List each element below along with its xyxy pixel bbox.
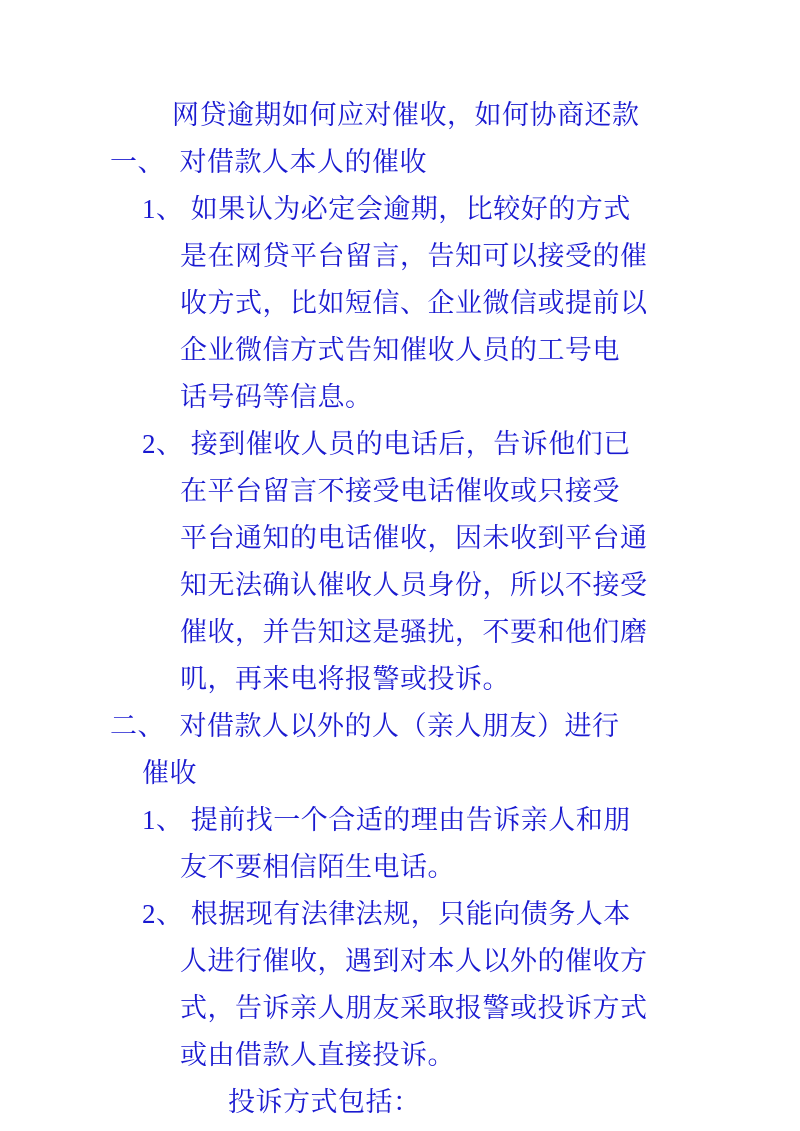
list-item-continuation: 平台通知的电话催收，因未收到平台通 — [180, 523, 648, 553]
list-item-continuation: 话号码等信息。 — [180, 382, 373, 412]
list-item-continuation: 在平台留言不接受电话催收或只接受 — [180, 476, 620, 506]
list-item-continuation: 催收，并告知这是骚扰，不要和他们磨 — [180, 617, 648, 647]
list-item-continuation: 友不要相信陌生电话。 — [180, 852, 455, 882]
list-item-continuation: 或由借款人直接投诉。 — [180, 1040, 455, 1070]
section-heading-2-continuation: 催收 — [142, 758, 197, 788]
list-item-continuation: 收方式，比如短信、企业微信或提前以 — [180, 288, 648, 318]
list-item-continuation: 人进行催收，遇到对本人以外的催收方 — [180, 946, 648, 976]
closing-line: 投诉方式包括： — [228, 1087, 421, 1117]
document-body — [110, 92, 710, 1126]
list-item: 2、 接到催收人员的电话后，告诉他们已 — [142, 429, 631, 459]
list-item-continuation: 是在网贷平台留言，告知可以接受的催 — [180, 241, 648, 271]
section-heading-2: 二、 对借款人以外的人（亲人朋友）进行 — [110, 711, 620, 741]
list-item-continuation: 企业微信方式告知催收人员的工号电 — [180, 335, 620, 365]
document-title: 网贷逾期如何应对催收，如何协商还款 — [172, 100, 640, 130]
list-item: 2、 根据现有法律法规，只能向债务人本 — [142, 899, 631, 929]
list-item: 1、 如果认为必定会逾期，比较好的方式 — [142, 194, 631, 224]
list-item-continuation: 式，告诉亲人朋友采取报警或投诉方式 — [180, 993, 648, 1023]
list-item-continuation: 知无法确认催收人员身份，所以不接受 — [180, 570, 648, 600]
section-heading-1: 一、 对借款人本人的催收 — [110, 147, 427, 177]
list-item-continuation: 叽，再来电将报警或投诉。 — [180, 664, 510, 694]
list-item: 1、 提前找一个合适的理由告诉亲人和朋 — [142, 805, 631, 835]
